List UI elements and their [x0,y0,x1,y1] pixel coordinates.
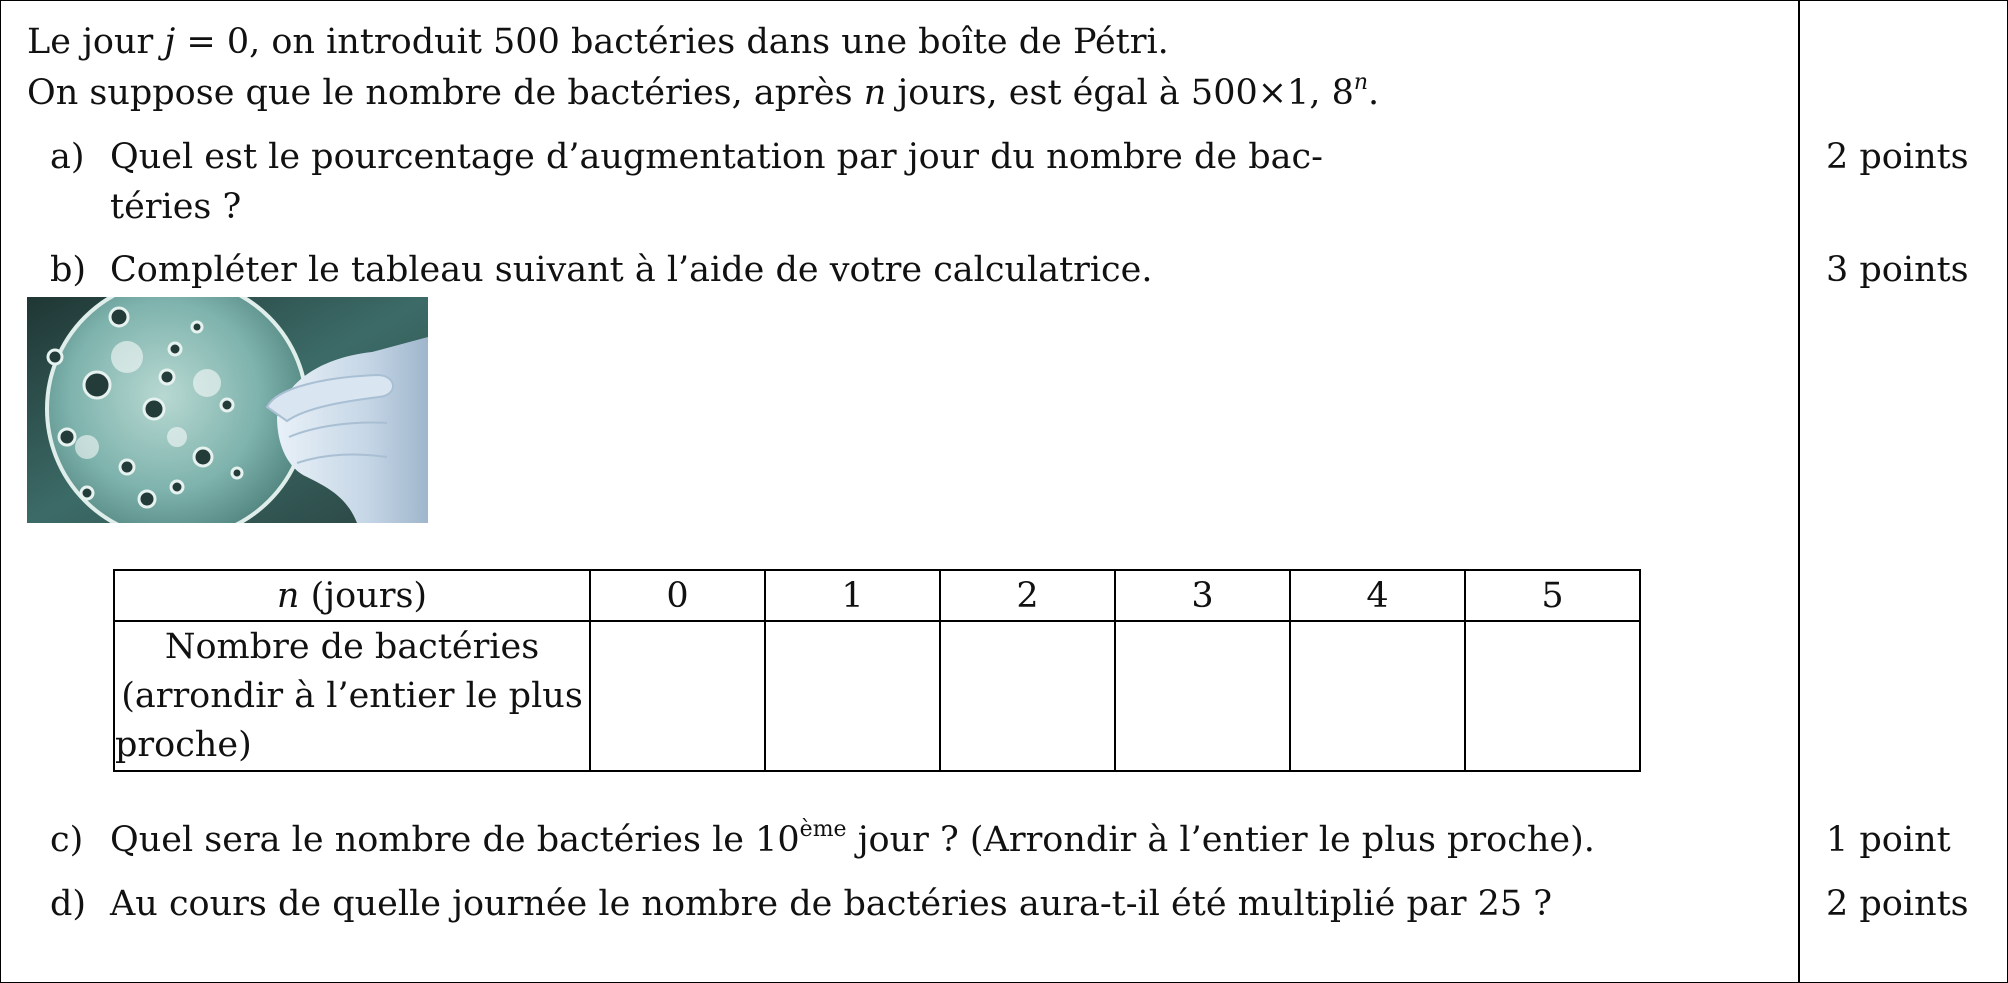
question-d-letter: d) [50,884,87,924]
table-value-cell[interactable] [1290,621,1465,771]
question-b-points: 3 points [1826,250,1969,290]
table-value-cell[interactable] [1115,621,1290,771]
question-c-text: Quel sera le nombre de bactéries le 10ème jour ? (Arrondir à l’entier le plus proche). [110,817,1595,860]
question-c-letter: c) [50,820,84,860]
table-day-cell: 5 [1465,570,1640,621]
intro-line-2: On suppose que le nombre de bactéries, après n jours, est égal à 500×1, 8$^n$. [27,70,1380,113]
table-day-cell: 0 [590,570,765,621]
question-a-text-line-1: Quel est le pourcentage d’augmentation par jour du nombre de bac- [110,137,1323,177]
table-value-cell[interactable] [765,621,940,771]
petri-dish-photo [27,297,428,523]
table-value-cell[interactable] [590,621,765,771]
question-a-letter: a) [50,137,85,177]
question-b-text: Compléter le tableau suivant à l’aide de votre calculatrice. [110,250,1153,290]
question-a-points: 2 points [1826,137,1969,177]
intro-line-1: Le jour j = 0, on introduit 500 bactéries dans une boîte de Pétri. [27,22,1169,62]
bacteria-table [113,569,1641,772]
table-values-row [114,621,1640,771]
question-d-text: Au cours de quelle journée le nombre de bactéries aura-t-il été multiplié par 25 ? [110,884,1553,924]
table-value-cell[interactable] [940,621,1115,771]
table-day-cell: 3 [1115,570,1290,621]
points-column-separator [1798,0,1800,983]
question-c-points: 1 point [1826,820,1951,860]
question-d-points: 2 points [1826,884,1969,924]
table-header-row [114,570,1640,621]
table-header-label: n (jours) [114,570,590,621]
table-row-label: Nombre de bactéries (arrondir à l’entier le plus proche) [114,621,590,771]
question-b-letter: b) [50,250,87,290]
question-a-text-line-2: téries ? [110,187,242,227]
table-day-cell: 1 [765,570,940,621]
table-value-cell[interactable] [1465,621,1640,771]
table-day-cell: 2 [940,570,1115,621]
table-day-cell: 4 [1290,570,1465,621]
